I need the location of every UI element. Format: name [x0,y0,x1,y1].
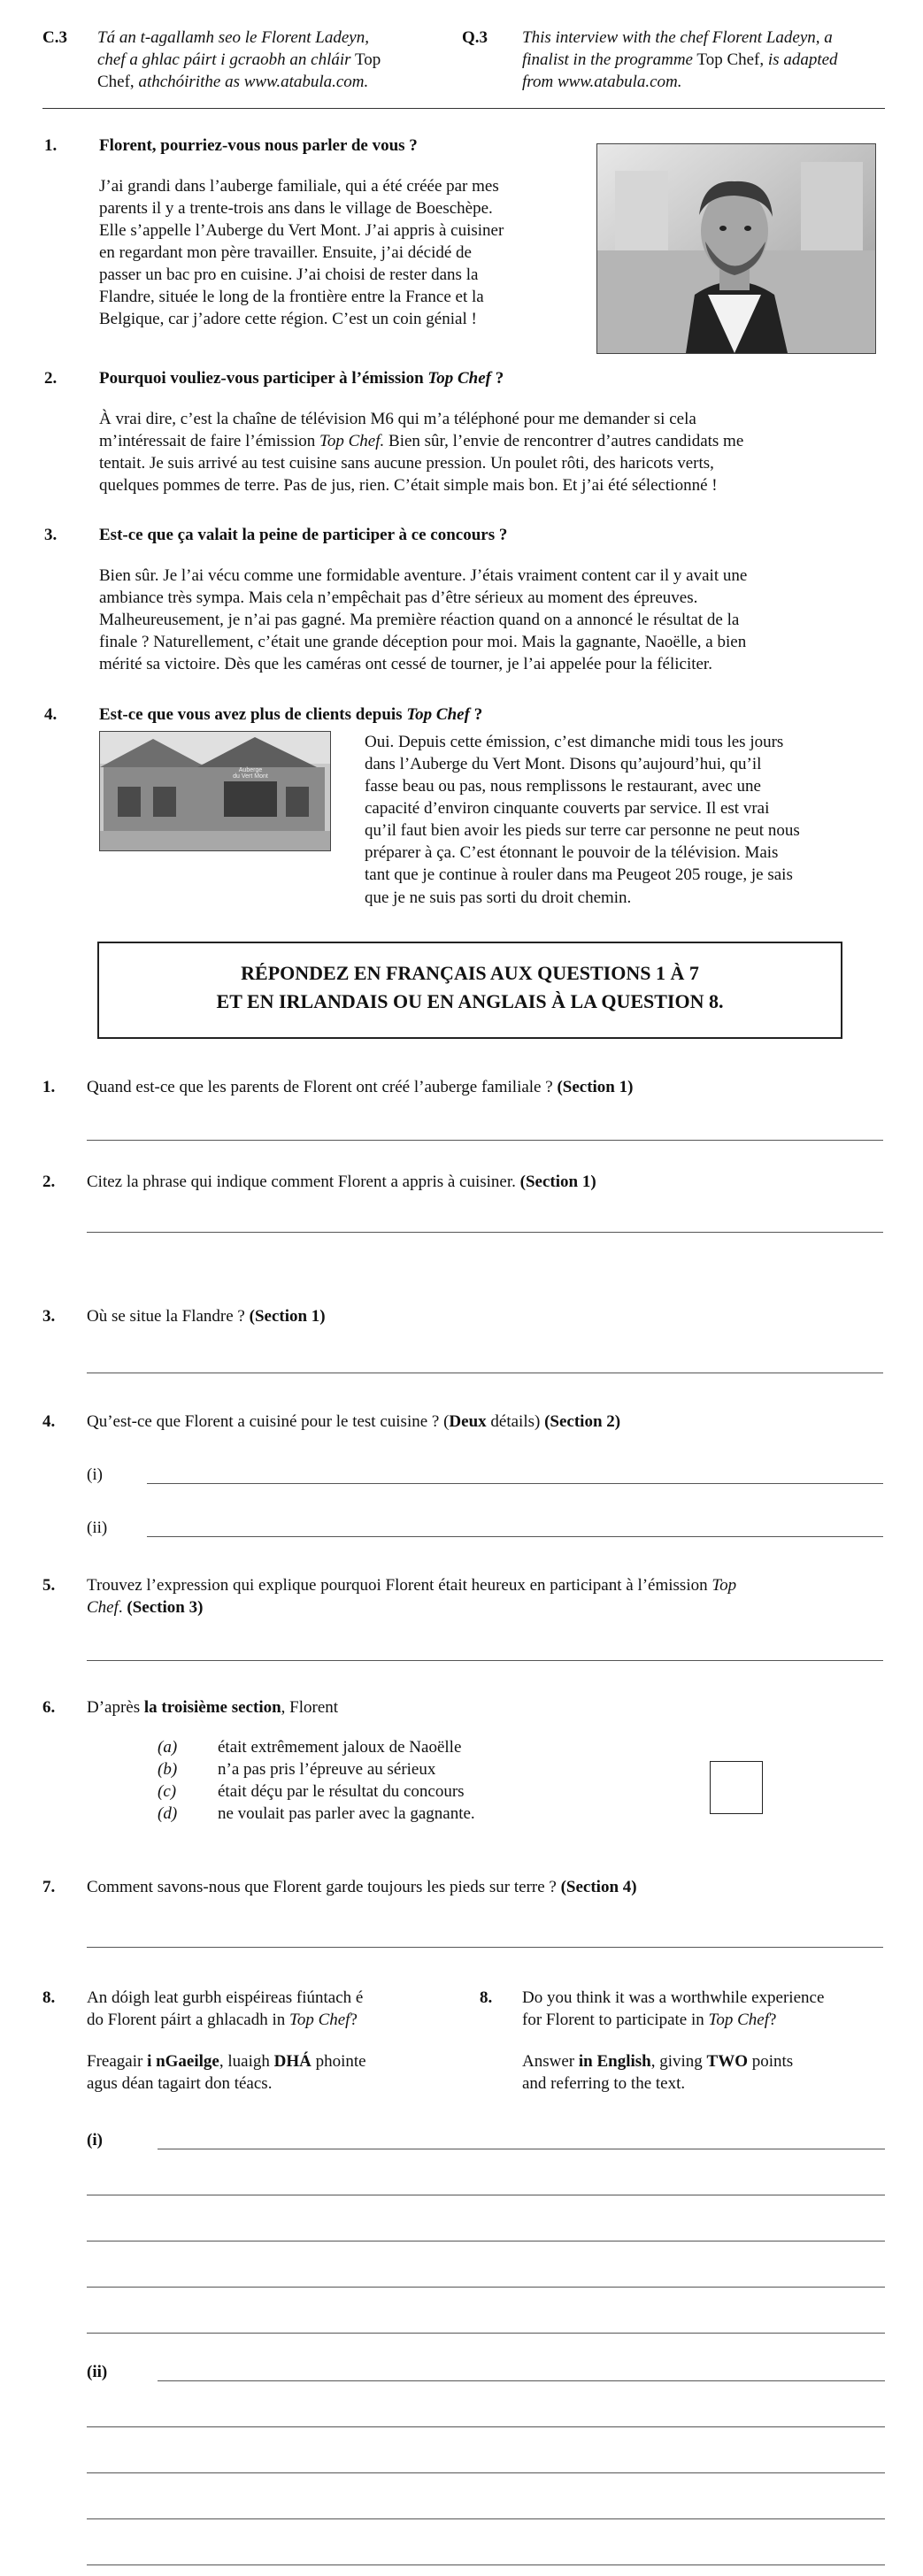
auberge-sign: Auberge du Vert Mont [233,767,268,780]
q8-i-answer-line-4[interactable] [87,2287,885,2288]
q6-option-d[interactable]: (d) ne voulait pas parler avec la gagnante. [158,1804,475,1824]
auberge-photo [99,731,331,851]
en-intro: This interview with the chef Florent Ladeyn, a finalist in the programme Top Chef, is adapted from www.atabula.com. [522,28,838,92]
section-3-number: 3. [44,526,58,544]
q8-i-answer-line-5[interactable] [87,2333,885,2334]
section-2-text: À vrai dire, c’est la chaîne de télévision M6 qui m’a téléphoné pour me demander si cela m’intéressait de faire l’émission Top Chef. Bien sûr, l’envie de rencontrer d’autres candidats me tentait. Je suis arrivé au test cuisine sans aucune pression. Un poulet rôti, des haricots verts, quelques pommes de terre. Pas de jus, rien. C’était simple mais bon. Et j’ai été sélectionné ! [99,410,744,496]
section-4-text: Oui. Depuis cette émission, c’est dimanche midi tous les jours dans l’Auberge du Vert Mont. Disons qu’aujourd’hui, qu’il fasse beau ou pas, nous remplissons le restaurant, avec une capacité d’environ cinquante couverts par service. Il est vrai qu’il faut bien avoir les pieds sur terre car personne ne peut nous préparer à ça. C’est étonnant le pouvoir de la télévision. Mais tant que je continue à rouler dans ma Peugeot 205 rouge, je sais que je ne suis pas sorti du droit chemin. [365,733,800,907]
q6-option-b[interactable]: (b) n’a pas pris l’épreuve au sérieux [158,1760,436,1780]
q2-answer-line[interactable] [87,1232,883,1233]
q8-ii-answer-line-3[interactable] [87,2472,885,2473]
q4-sub-i-label: (i) [87,1465,103,1484]
q4-sub-ii-label: (ii) [87,1519,108,1537]
q5-answer-line[interactable] [87,1660,883,1661]
q2-number: 2. [42,1173,56,1191]
q6-options [158,1736,600,1825]
q4-number: 4. [42,1412,56,1431]
q4-text: Qu’est-ce que Florent a cuisiné pour le test cuisine ? (Deux détails) (Section 2) [87,1412,621,1431]
header-rule [42,108,885,109]
ga-intro: Tá an t-agallamh seo le Florent Ladeyn, chef a ghlac páirt i gcraobh an chláir Top Chef, athchóirithe as www.atabula.com. [97,28,381,92]
ga-code: C.3 [42,28,67,47]
section-2-heading: Pourquoi vouliez-vous participer à l’émission Top Chef ? [99,369,504,388]
chef-portrait-image [597,144,875,353]
q4-sub-i-answer-line[interactable] [147,1483,883,1484]
q6-answer-box[interactable] [710,1761,763,1814]
section-2-number: 2. [44,369,58,388]
section-4-heading: Est-ce que vous avez plus de clients depuis Top Chef ? [99,705,483,724]
q7-number: 7. [42,1878,56,1896]
q1-number: 1. [42,1078,56,1096]
q8-i-answer-line-3[interactable] [87,2241,885,2242]
instruction-line-2: ET EN IRLANDAIS OU EN ANGLAIS À LA QUESTION 8. [216,990,724,1012]
q3-number: 3. [42,1307,56,1326]
auberge-building-image [100,732,330,850]
section-4-number: 4. [44,705,58,724]
section-1-heading: Florent, pourriez-vous nous parler de vous ? [99,136,418,155]
q5-number: 5. [42,1576,56,1595]
en-code: Q.3 [462,28,488,47]
section-1-text: J’ai grandi dans l’auberge familiale, qui a été créée par mes parents il y a trente-trois ans dans le village de Boeschèpe. Elle s’appelle l’Auberge du Vert Mont. J’ai appris à cuisiner en regardant mon père travailler. Ensuite, j’ai décidé de passer un bac pro en cuisine. J’ai choisi de rester dans la Flandre, située le long de la frontière entre la France et la Belgique, car j’adore cette région. C’est un coin génial ! [99,177,504,329]
instruction-box [97,942,842,1039]
q6-option-c[interactable]: (c) était déçu par le résultat du concours [158,1782,465,1802]
section-3-text: Bien sûr. Je l’ai vécu comme une formidable aventure. J’étais vraiment content car il y avait une ambiance très sympa. Mais cela n’empêchait pas d’être sérieux au moment des épreuves. Malheureusement, je n’ai pas gagné. Ma première réaction quand on a annoncé le résultat de la finale ? Naturellement, c’était une grande déception pour moi. Mais la gagnante, Naoëlle, a bien mérité sa victoire. Dès que les caméras ont cessé de tourner, je l’ai appelée pour la féliciter. [99,566,748,674]
q8-ga-number: 8. [42,1988,56,2007]
q8-en-question: Do you think it was a worthwhile experience for Florent to participate in Top Chef? Answer in English, giving TWO points and referring to the text. [522,1988,825,2094]
q8-ii-answer-line-2[interactable] [87,2426,885,2427]
chef-photo [596,143,876,354]
q1-answer-line[interactable] [87,1140,883,1141]
q1-text: Quand est-ce que les parents de Florent ont créé l’auberge familiale ? (Section 1) [87,1078,634,1096]
q8-ii-answer-line-5[interactable] [87,2564,885,2565]
q6-number: 6. [42,1698,56,1717]
q8-sub-ii-label: (ii) [87,2363,108,2381]
q3-text: Où se situe la Flandre ? (Section 1) [87,1307,326,1326]
q7-answer-line[interactable] [87,1947,883,1948]
q8-ii-answer-line-1[interactable] [158,2380,885,2381]
section-1-number: 1. [44,136,58,155]
q6-text: D’après la troisième section, Florent [87,1698,339,1717]
instruction-line-1: RÉPONDEZ EN FRANÇAIS AUX QUESTIONS 1 À 7 [241,962,699,984]
q8-ii-answer-line-4[interactable] [87,2518,885,2519]
q4-sub-ii-answer-line[interactable] [147,1536,883,1537]
q6-option-a[interactable]: (a) était extrêmement jaloux de Naoëlle [158,1738,462,1757]
q8-en-number: 8. [480,1988,493,2007]
q8-sub-i-label: (i) [87,2131,103,2149]
q5-text: Trouvez l’expression qui explique pourquoi Florent était heureux en participant à l’émission Top Chef. (Section 3) [87,1576,737,1618]
q2-text: Citez la phrase qui indique comment Florent a appris à cuisiner. (Section 1) [87,1173,596,1191]
section-3-heading: Est-ce que ça valait la peine de participer à ce concours ? [99,526,508,544]
q8-ga-question: An dóigh leat gurbh eispéireas fiúntach é do Florent páirt a ghlacadh in Top Chef? Freagair i nGaeilge, luaigh DHÁ phointe agus déan tagairt don téacs. [87,1988,366,2094]
q7-text: Comment savons-nous que Florent garde toujours les pieds sur terre ? (Section 4) [87,1878,637,1896]
